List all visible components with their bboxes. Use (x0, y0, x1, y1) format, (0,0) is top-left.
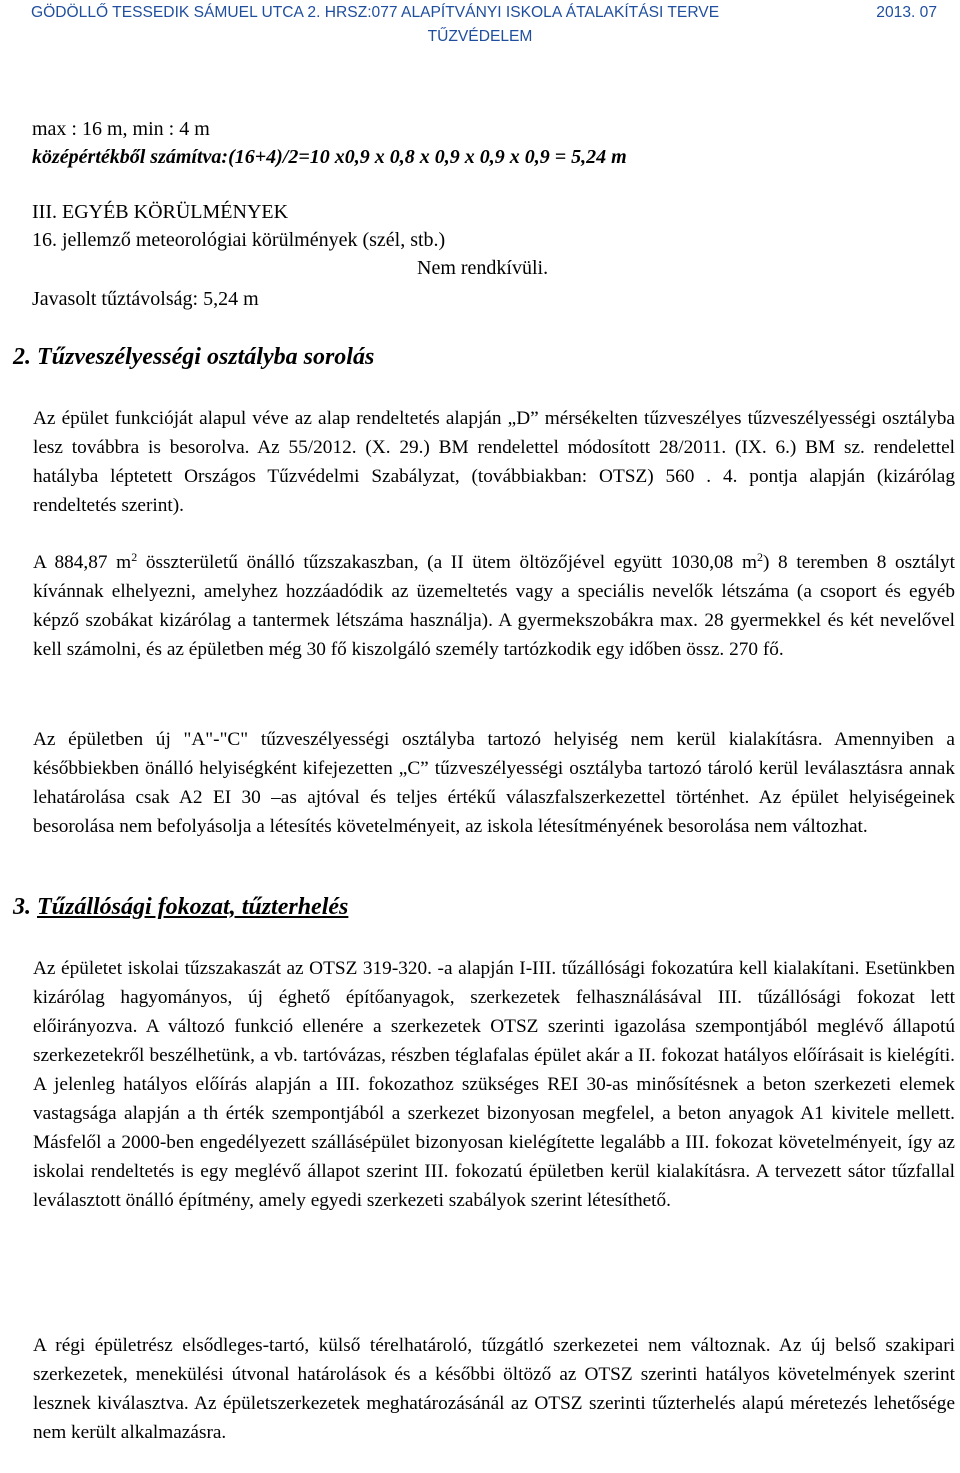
paragraph-classification: Az épület funkcióját alapul véve az alap rendeltetés alapján „D” mérsékelten tűzveszélyes tűzveszélyességi osztályba lesz továbbra is besorolva. Az 55/2012. (X. 29.) BM rendelettel módosított 28/2011. (IX. 6.) BM sz. rendelettel hatályba léptetett Országos Tűzvédelmi Szabályzat, (továbbiakban: OTSZ) 560 . 4. pontja alapján (kizárólag rendeltetés szerint). (33, 408, 955, 516)
heading-2-title: Tűzveszélyességi osztályba sorolás (37, 344, 375, 370)
heading-2-number: 2. (13, 344, 31, 370)
paragraph-occupancy (33, 548, 955, 664)
occupancy-text-b: összterületű önálló tűzszakaszban, (a II ütem öltözőjével együtt 1030,08 m (137, 552, 757, 573)
header-title: GÖDÖLLŐ TESSEDIK SÁMUEL UTCA 2. HRSZ:077 ALAPÍTVÁNYI ISKOLA ÁTALAKÍTÁSI TERVE (31, 4, 720, 21)
occupancy-text-c: ) 8 teremben 8 osztályt kívánnak elhelyezni, amelyhez hozzáadódik az üzemeltetés vagy a speciális nevelők létszáma (a csoport és egyéb képző szobákat kizárólag a tantermek létszáma használja). A gyermekszobákra max. 28 gyermekkel és két nevelővel kell számolni, és az épületben még 30 fő kiszolgáló személy tartózkodik egy időben össz. 270 fő. (33, 552, 955, 660)
header-subtitle: TŰZVÉDELEM (427, 28, 533, 45)
paragraph-storage: Az épületben új "A"-"C" tűzveszélyességi osztályba tartozó helyiség nem kerül kialakításra. Amennyiben a későbbiekben önálló helyiségként kifejezetten „C” tűzveszélyességi osztályba tartozó tároló kerül leválasztásra annak lehatárolása csak A2 EI 30 –as ajtóval és teljes értékű válaszfalszerkezettel történhet. Az épület helyiségeinek besorolása nem befolyásolja a létesítés követelményeit, az iskola létesítményének besorolása nem változhat. (33, 729, 955, 837)
header-date: 2013. 07 (876, 4, 937, 21)
section-title: III. EGYÉB KÖRÜLMÉNYEK (32, 201, 289, 223)
calc-average: középértékből számítva:(16+4)/2=10 x0,9 x 0,8 x 0,9 x 0,9 x 0,9 = 5,24 m (32, 146, 627, 168)
unit-superscript: 2 (756, 549, 763, 564)
occupancy-text-a: A 884,87 m (33, 552, 132, 573)
heading-3-title: Tűzállósági fokozat, tűzterhelés (37, 894, 349, 920)
heading-3 (13, 893, 348, 921)
heading-3-number: 3. (13, 894, 31, 920)
fire-distance: Javasolt tűztávolság: 5,24 m (32, 288, 259, 310)
unit-superscript: 2 (131, 549, 138, 564)
heading-2 (13, 343, 374, 371)
meteo-item: 16. jellemző meteorológiai körülmények (szél, stb.) (32, 229, 446, 251)
paragraph-fire-resistance: Az épületet iskolai tűzszakaszát az OTSZ 319-320. -a alapján I-III. tűzállósági fokozatúra kell kialakítani. Esetünkben kizárólag hagyományos, új éghető építőanyagok, szerkezetek felhasználásával III. tűzállósági fokozat lett előirányozva. A változó funkció ellenére a szerkezetek OTSZ szerinti igazolása szempontjából meglévő állapotú szerkezetekről beszélhetünk, a vb. tartóvázas, részben téglafalas épület akár a II. fokozat hatályos előírásait is kielégíti. A jelenleg hatályos előírás alapján a III. fokozathoz szükséges REI 30-as minősítésnek a beton szerkezeti elemek vastagsága alapján a th érték szempontjából a szerkezet bizonyosan megfelel, a beton anyagok A1 kivitele mellett. Másfelől a 2000-ben engedélyezett szállásépület bizonyosan kielégítette legalább a III. fokozat követelményeit, így az iskolai rendeltetés is egy meglévő állapot szerint III. fokozatú épületben kerül kialakításra. A tervezett sátor tűzfallal leválasztott önálló építmény, amely egyedi szerkezeti szabályok szerint létesíthető. (33, 958, 955, 1211)
meteo-value: Nem rendkívüli. (417, 257, 549, 279)
paragraph-structures: A régi épületrész elsődleges-tartó, külső térelhatároló, tűzgátló szerkezetei nem változnak. Az új belső szakipari szerkezetek, menekülési útvonal határolások és a későbbi öltöző az OTSZ szerinti hatályos követelmények szerint lesznek kiválasztva. Az épületszerkezetek meghatározásánál az OTSZ szerinti tűzterhelés alapú méretezés lehetősége nem került alkalmazásra. (33, 1335, 955, 1443)
calc-max-min: max : 16 m, min : 4 m (32, 118, 210, 140)
page-header (0, 3, 960, 23)
